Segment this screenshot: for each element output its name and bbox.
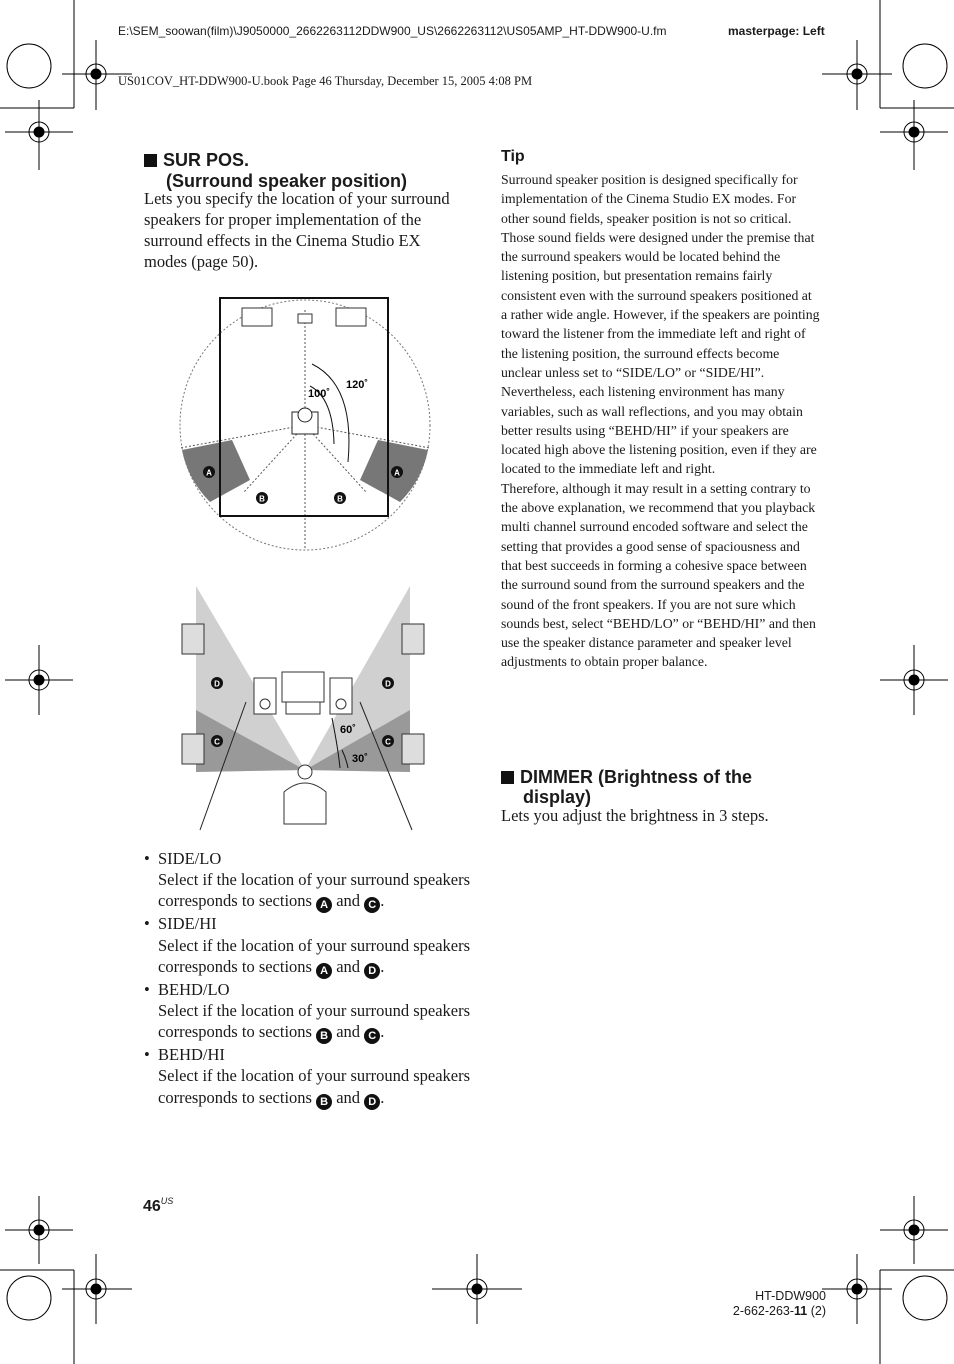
center-speaker-icon (298, 314, 312, 323)
masterpage-label: masterpage: Left (728, 24, 825, 38)
option-behd-lo (144, 979, 474, 1044)
part-number-bold: 11 (794, 1304, 808, 1318)
page-number (143, 1196, 173, 1216)
label-b-left: B (259, 494, 265, 504)
option-description: Select if the location of your surround speakers corresponds to sections B and C . (158, 1001, 471, 1043)
tip-paragraph: Nevertheless, each listening environment has many variables, such as wall reflections, and you may obtain better results using “BEHD/HI” if your speakers are located high above the listening position, even if they are located to the immediate left and right. (501, 384, 817, 477)
tip-paragraph: Surround speaker position is designed specifically for implementation of the Cinema Studio EX modes. For other sound fields, speaker position is not so critical. (501, 172, 798, 226)
sur-pos-heading-line1: SUR POS. (163, 150, 250, 170)
speaker-position-side-view-diagram (170, 578, 430, 838)
section-badge: C (364, 1028, 380, 1044)
registration-mark-icon (7, 44, 51, 88)
section-badge: C (364, 897, 380, 913)
page-number-suffix: US (160, 1196, 174, 1206)
page-number-value: 46 (143, 1198, 161, 1215)
option-description-text: Select if the location of your surround speakers corresponds to sections (158, 935, 471, 976)
option-description-text: Select if the location of your surround speakers corresponds to sections (158, 1066, 471, 1107)
book-info-line: US01COV_HT-DDW900-U.book Page 46 Thursday, December 15, 2005 4:08 PM (118, 74, 533, 88)
option-title: • SIDE/HI (144, 913, 474, 934)
label-a-right: A (394, 468, 400, 478)
upper-left-surround-speaker-icon (182, 624, 204, 654)
surround-position-options (144, 848, 474, 1110)
model-number: HT-DDW900 (755, 1289, 826, 1303)
option-and-text: and (336, 1022, 361, 1042)
option-side-hi (144, 913, 474, 978)
angle-100-label: 100˚ (308, 388, 331, 400)
option-side-lo (144, 848, 474, 913)
upper-right-surround-speaker-icon (402, 624, 424, 654)
option-and-text: and (336, 1087, 361, 1107)
label-b-right: B (337, 494, 343, 504)
dimmer-description: Lets you adjust the brightness in 3 steps. (501, 806, 769, 825)
angle-60-label: 60˚ (340, 724, 356, 736)
option-title: • BEHD/HI (144, 1044, 474, 1065)
listener-chair-icon (284, 783, 326, 824)
tip-paragraph: Those sound fields were designed under the premise that the surround speakers would be located behind the listening position, but presentation remains fairly consistent even with the surround speakers positioned at a rather wide angle. However, if the speakers are pointing toward the listener from the immediate left and right of the listening position, the surround effects become unclear unless set to “SIDE/LO” or “SIDE/HI”. (501, 229, 820, 380)
angle-120-label: 120˚ (346, 379, 369, 391)
part-number-suffix: (2) (807, 1304, 826, 1318)
option-and-text: and (336, 891, 361, 911)
option-title: • SIDE/LO (144, 848, 474, 869)
room-outline (220, 298, 388, 516)
listener-head-icon (298, 765, 312, 779)
option-description: Select if the location of your surround speakers corresponds to sections A and C . (158, 870, 471, 912)
part-number-prefix: 2-662-263- (732, 1304, 795, 1318)
option-and-text: and (336, 956, 361, 976)
tip-heading: Tip (501, 148, 525, 165)
sur-pos-heading-line2: (Surround speaker position) (166, 171, 408, 191)
option-description: Select if the location of your surround speakers corresponds to sections A and D . (158, 935, 471, 977)
section-badge: A (316, 963, 332, 979)
header-file-path: E:\SEM_soowan(film)\J9050000_2662263112DDW900_US\2662263112\US05AMP_HT-DDW900-U.fm (118, 24, 667, 38)
square-bullet-icon (144, 154, 157, 167)
lower-right-surround-speaker-icon (402, 734, 424, 764)
front-right-speaker-icon (336, 308, 366, 326)
label-c-right: C (385, 737, 391, 747)
section-badge: D (364, 1094, 380, 1110)
front-left-speaker-icon (242, 308, 272, 326)
dimmer-heading (501, 767, 752, 807)
sur-pos-heading (144, 150, 407, 192)
tv-icon (282, 672, 324, 702)
center-speaker-icon (286, 702, 320, 714)
dimmer-heading-line2: display) (523, 787, 592, 807)
section-a-left-area (182, 440, 250, 502)
sur-pos-description: Lets you specify the location of your surround speakers for proper implementation of the surround effects in the Cinema Studio EX modes (page 50). (144, 189, 450, 271)
tip-body (501, 170, 821, 672)
speaker-position-top-view-diagram (170, 290, 440, 560)
label-d-left: D (214, 679, 220, 689)
option-description-text: Select if the location of your surround speakers corresponds to sections (158, 1001, 471, 1042)
section-badge: D (364, 963, 380, 979)
section-badge: B (316, 1094, 332, 1110)
option-title: • BEHD/LO (144, 979, 474, 1000)
angle-30-label: 30˚ (352, 753, 368, 765)
label-d-right: D (385, 679, 391, 689)
label-a-left: A (206, 468, 212, 478)
section-badge: B (316, 1028, 332, 1044)
square-bullet-icon (501, 771, 514, 784)
tip-paragraph: Therefore, although it may result in a setting contrary to the above explanation, we recommend that you playback multi channel surround encoded software and select the setting that provides a good sense of spaciousness and that best succeeds in forming a cohesive space between the surround sound from the surround speakers and the sound of the front speakers. If you are not sure which sounds best, select “BEHD/LO” or “BEHD/HI” and then use the speaker distance parameter and speaker level adjustments to obtain proper balance. (501, 480, 816, 670)
part-number (700, 1304, 826, 1318)
dimmer-heading-line1: DIMMER (Brightness of the (520, 767, 752, 787)
option-description: Select if the location of your surround speakers corresponds to sections B and D . (158, 1066, 471, 1108)
option-behd-hi (144, 1044, 474, 1109)
section-badge: A (316, 897, 332, 913)
lower-left-surround-speaker-icon (182, 734, 204, 764)
label-c-left: C (214, 737, 220, 747)
option-description-text: Select if the location of your surround speakers corresponds to sections (158, 870, 471, 911)
